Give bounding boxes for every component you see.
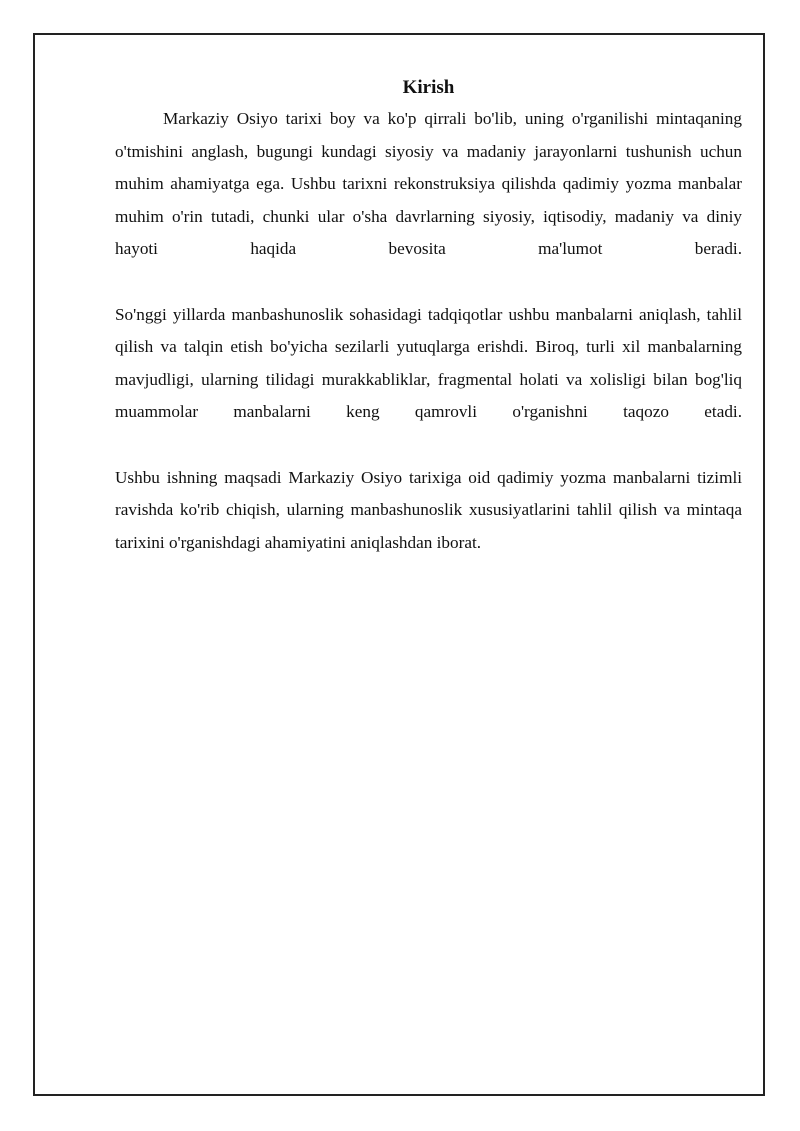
document-body — [115, 74, 742, 559]
paragraph-1: Markaziy Osiyo tarixi boy va ko'p qirrali bo'lib, uning o'rganilishi mintaqaning o'tmishini anglash, bugungi kundagi siyosiy va madaniy jarayonlarni tushunish uchun muhim ahamiyatga ega. Ushbu tarixni rekonstruksiya qilishda qadimiy yozma manbalar muhim o'rin tutadi, chunki ular o'sha davrlarning siyosiy, iqtisodiy, madaniy va diniy hayoti haqida bevosita ma'lumot beradi. — [115, 109, 742, 259]
paragraph-2: So'nggi yillarda manbashunoslik sohasidagi tadqiqotlar ushbu manbalarni aniqlash, tahlil qilish va talqin etish bo'yicha sezilarli yutuqlarga erishdi. Biroq, turli xil manbalarning mavjudligi, ularning tilidagi murakkabliklar, fragmental holati va xolisligi bilan bog'liq muammolar manbalarni keng qamrovli o'rganishni taqozo etadi. — [115, 304, 742, 422]
paragraph-3: Ushbu ishning maqsadi Markaziy Osiyo tarixiga oid qadimiy yozma manbalarni tizimli ravishda ko'rib chiqish, ularning manbashunoslik xususiyatlarini tahlil qilish va mintaqa tarixini o'rganishdagi ahamiyatini aniqlashdan iborat. — [115, 467, 742, 552]
paragraph-gap — [115, 266, 742, 299]
paragraph-gap — [115, 429, 742, 462]
section-title: Kirish — [402, 77, 455, 98]
